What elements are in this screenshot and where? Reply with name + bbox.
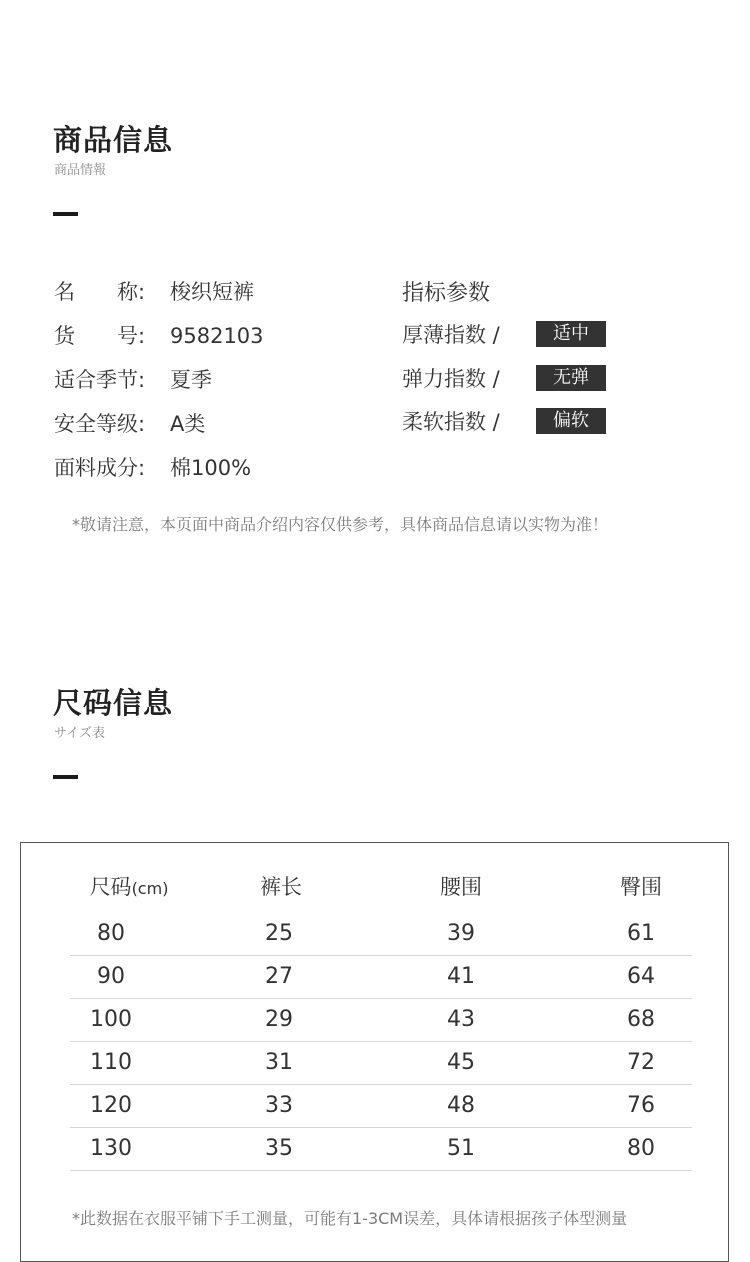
cell-length: 29 <box>265 1007 293 1032</box>
field-row-name <box>54 277 254 307</box>
cell-size: 130 <box>90 1136 132 1161</box>
cell-length: 35 <box>265 1136 293 1161</box>
field-value: 9582103 <box>170 324 264 348</box>
section-divider-bar <box>53 775 78 779</box>
cell-hip: 72 <box>627 1050 655 1075</box>
indicator-name: 弹力指数 / <box>402 367 500 391</box>
cell-length: 25 <box>265 921 293 946</box>
indicators-title: 指标参数 <box>402 281 491 306</box>
indicator-softness <box>402 408 606 436</box>
table-row <box>70 1085 692 1128</box>
indicator-badge: 无弹 <box>536 365 606 391</box>
cell-size: 100 <box>90 1007 132 1032</box>
product-disclaimer: *敬请注意，本页面中商品介绍内容仅供参考，具体商品信息请以实物为准！ <box>72 515 609 534</box>
size-info-subtitle: サイズ表 <box>54 726 105 741</box>
field-label: 名 称: <box>54 280 146 304</box>
cell-hip: 68 <box>627 1007 655 1032</box>
field-label: 安全等级: <box>54 412 146 436</box>
cell-length: 31 <box>265 1050 293 1075</box>
cell-size: 120 <box>90 1093 132 1118</box>
field-value: 棉100% <box>170 456 252 480</box>
cell-size: 80 <box>97 921 125 946</box>
header-size: 尺码(cm) <box>89 875 169 899</box>
size-info-title: 尺码信息 <box>53 686 174 720</box>
indicator-badge: 偏软 <box>536 408 606 434</box>
cell-length: 27 <box>265 964 293 989</box>
field-label: 适合季节: <box>54 368 146 392</box>
field-row-sku <box>54 321 264 351</box>
field-row-safety <box>54 409 205 439</box>
cell-hip: 76 <box>627 1093 655 1118</box>
table-row <box>70 999 692 1042</box>
table-row <box>70 956 692 999</box>
field-value: 夏季 <box>170 368 212 392</box>
field-value: A类 <box>170 412 206 436</box>
cell-hip: 80 <box>627 1136 655 1161</box>
size-table <box>70 865 692 1171</box>
indicator-name: 柔软指数 / <box>402 410 500 434</box>
field-label: 货 号: <box>54 324 146 348</box>
field-row-season <box>54 365 212 395</box>
field-value: 梭织短裤 <box>170 280 254 304</box>
table-row <box>70 1042 692 1085</box>
cell-size: 90 <box>97 964 125 989</box>
product-info-subtitle: 商品情報 <box>54 163 107 178</box>
size-table-header <box>70 865 692 913</box>
table-row <box>70 1128 692 1171</box>
cell-waist: 41 <box>447 964 475 989</box>
cell-waist: 51 <box>447 1136 475 1161</box>
header-hip: 臀围 <box>620 875 662 899</box>
section-divider-bar <box>53 212 78 216</box>
cell-waist: 43 <box>447 1007 475 1032</box>
indicator-badge: 适中 <box>536 321 606 347</box>
indicator-elasticity <box>402 365 606 393</box>
cell-waist: 39 <box>447 921 475 946</box>
indicator-name: 厚薄指数 / <box>402 323 500 347</box>
cell-hip: 61 <box>627 921 655 946</box>
field-label: 面料成分: <box>54 456 146 480</box>
indicator-thickness <box>402 321 606 349</box>
field-row-fabric <box>54 453 251 483</box>
cell-length: 33 <box>265 1093 293 1118</box>
cell-waist: 48 <box>447 1093 475 1118</box>
table-row <box>70 913 692 956</box>
product-info-title: 商品信息 <box>53 123 174 157</box>
size-disclaimer: *此数据在衣服平铺下手工测量，可能有1-3CM误差，具体请根据孩子体型测量 <box>72 1209 628 1228</box>
header-length: 裤长 <box>260 875 302 899</box>
cell-size: 110 <box>90 1050 132 1075</box>
cell-waist: 45 <box>447 1050 475 1075</box>
header-waist: 腰围 <box>440 875 482 899</box>
cell-hip: 64 <box>627 964 655 989</box>
